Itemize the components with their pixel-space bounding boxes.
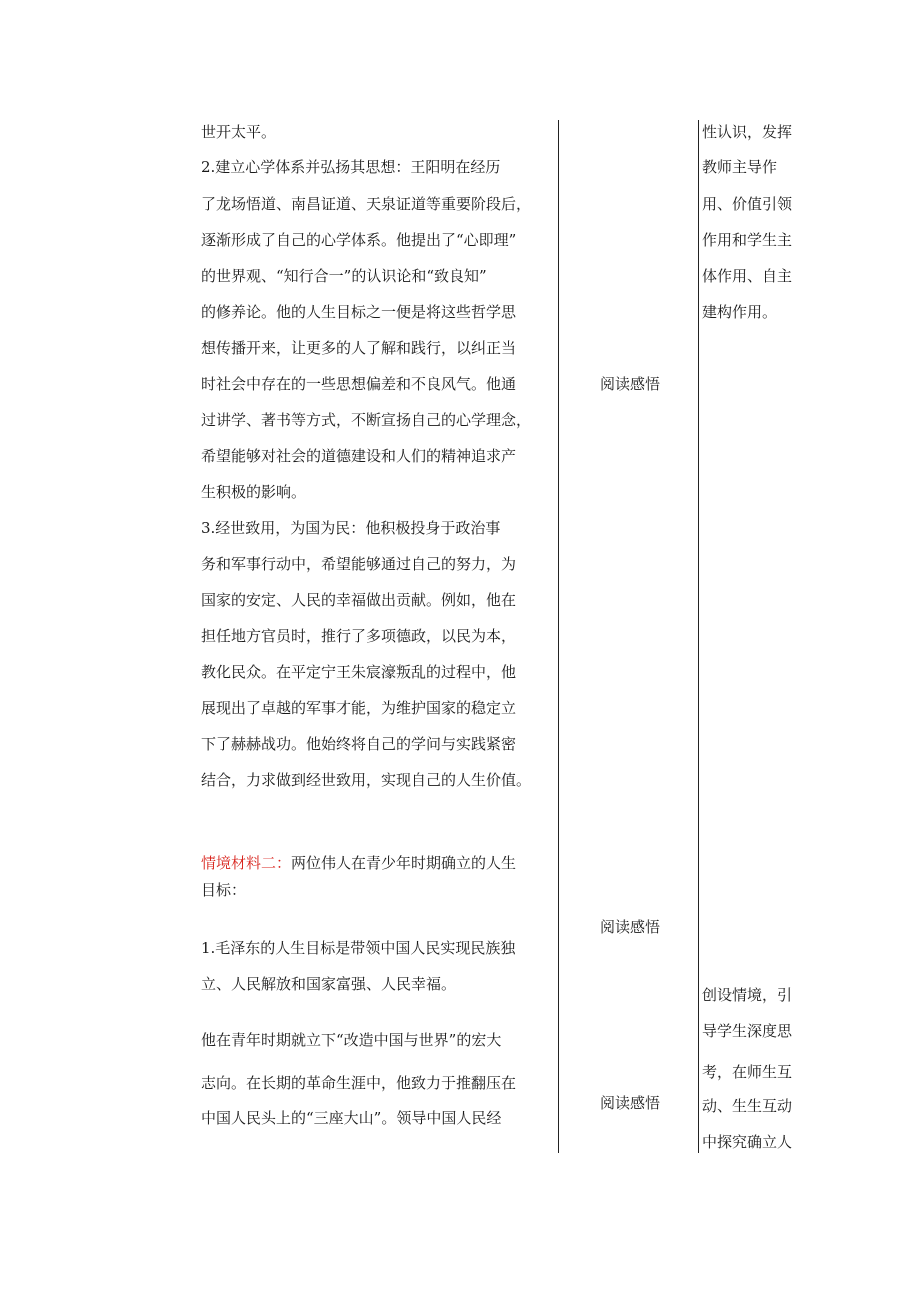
content-line: 展现出了卓越的军事才能，为维护国家的稳定立	[201, 699, 517, 717]
content-line: 希望能够对社会的道德建设和人们的精神追求产	[201, 447, 517, 465]
content-line: 担任地方官员时，推行了多项德政，以民为本，	[201, 627, 517, 645]
content-line: 教化民众。在平定宁王朱宸濠叛乱的过程中，他	[201, 663, 517, 681]
content-line: 的修养论。他的人生目标之一便是将这些哲学思	[201, 303, 517, 321]
content-line: 想传播开来，让更多的人了解和践行，以纠正当	[201, 339, 517, 357]
content-line: 2.建立心学体系并弘扬其思想：王阳明在经历	[201, 158, 501, 176]
intent-line: 教师主导作	[702, 158, 778, 176]
mao-line: 立、人民解放和国家富强、人民幸福。	[201, 975, 457, 993]
material2-title-cont: 目标：	[201, 881, 247, 899]
content-line: 国家的安定、人民的幸福做出贡献。例如，他在	[201, 591, 517, 609]
content-line: 下了赫赫战功。他始终将自己的学问与实践紧密	[201, 735, 517, 753]
content-line: 务和军事行动中，希望能够通过自己的努力，为	[201, 555, 517, 573]
mao-line: 他在青年时期就立下“改造中国与世界”的宏大	[201, 1031, 502, 1049]
content-line: 世开太平。	[201, 123, 277, 141]
content-line: 的世界观、“知行合一”的认识论和“致良知”	[201, 267, 487, 285]
activity-label: 阅读感悟	[600, 1094, 661, 1112]
activity-label: 阅读感悟	[600, 375, 661, 393]
column-divider-left	[558, 120, 559, 1153]
column-divider-right	[698, 120, 699, 1153]
mao-line: 志向。在长期的革命生涯中，他致力于推翻压在	[201, 1074, 517, 1092]
intent-line: 作用和学生主	[702, 231, 793, 249]
intent-line: 中探究确立人	[702, 1133, 793, 1151]
material2-label: 情境材料二：	[201, 854, 292, 872]
material2-heading	[201, 853, 516, 873]
intent-line: 用、价值引领	[702, 195, 793, 213]
material2-title: 两位伟人在青少年时期确立的人生	[291, 854, 517, 872]
intent-line: 建构作用。	[702, 303, 778, 321]
mao-line: 中国人民头上的“三座大山”。领导中国人民经	[201, 1109, 502, 1127]
intent-line: 考，在师生互	[702, 1063, 793, 1081]
intent-line: 导学生深度思	[702, 1022, 793, 1040]
intent-line: 性认识，发挥	[702, 123, 793, 141]
intent-line: 动、生生互动	[702, 1097, 793, 1115]
content-line: 过讲学、著书等方式，不断宣扬自己的心学理念，	[201, 411, 532, 429]
content-line: 逐渐形成了自己的心学体系。他提出了“心即理”	[201, 231, 517, 249]
content-line: 生积极的影响。	[201, 483, 307, 501]
content-line: 结合，力求做到经世致用，实现自己的人生价值。	[201, 771, 532, 789]
activity-label: 阅读感悟	[600, 918, 661, 936]
mao-line: 1.毛泽东的人生目标是带领中国人民实现民族独	[201, 939, 516, 957]
content-line: 时社会中存在的一些思想偏差和不良风气。他通	[201, 375, 517, 393]
content-line: 了龙场悟道、南昌证道、天泉证道等重要阶段后，	[201, 195, 532, 213]
content-line: 3.经世致用，为国为民：他积极投身于政治事	[201, 519, 501, 537]
intent-line: 创设情境，引	[702, 986, 793, 1004]
intent-line: 体作用、自主	[702, 267, 793, 285]
